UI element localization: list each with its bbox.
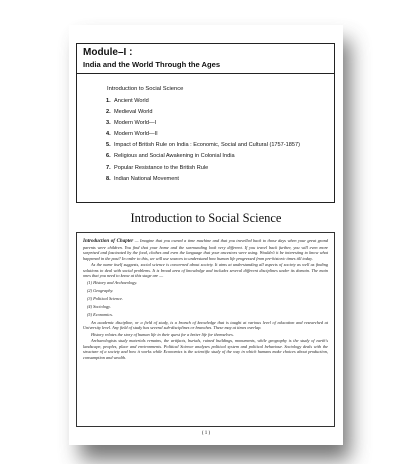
list-item [107, 129, 334, 140]
list-item: (3) Political Science. [87, 295, 124, 301]
list-item [107, 96, 334, 107]
list-item [107, 174, 334, 185]
item-number: 6. [106, 153, 111, 160]
book-page [69, 25, 343, 445]
intro-item: Introduction to Social Science [107, 86, 184, 92]
list-item: (1) History and Archaeology. [87, 279, 138, 285]
list-item [107, 163, 334, 174]
chapter-intro-box [76, 232, 335, 427]
module-chapter-list [77, 74, 334, 185]
discipline-list [83, 280, 328, 317]
item-number: 5. [106, 142, 111, 149]
item-number: 2. [106, 109, 111, 116]
list-item [107, 151, 334, 162]
list-item: (4) Sociology. [87, 303, 111, 309]
module-contents-box [76, 43, 335, 203]
item-number: 1. [106, 98, 111, 104]
item-label: Medieval World [114, 109, 153, 116]
item-label: Modern World—II [114, 131, 158, 138]
item-number: 4. [106, 131, 111, 138]
paragraph: An academic discipline, or a field of study, is a branch of knowledge that is taught at various level of education and researched at University level. Any field of study has several sub-disciplines or branches. These may at times overlap. [83, 319, 328, 331]
list-item: (2) Geography. [87, 287, 114, 293]
section-heading: Introduction to Social Science [130, 211, 282, 225]
item-label: Modern World—I [114, 120, 157, 127]
page-number: ( 1 ) [201, 431, 211, 436]
item-label: Popular Resistance to the British Rule [114, 164, 209, 171]
list-item [107, 118, 334, 129]
list-item [107, 140, 334, 151]
item-number: 8. [106, 175, 111, 182]
paragraph: Archaeologists study materials remains, the artifacts, burials, ruined buildings, monuments, while geography is the study of earth's landscape, peoples, place and environments. Political Science analyses political system and political behaviour. Sociology deals with the structure of a society and how it works while Economics is the scientific study of the way in which humans make choices about production, consumption and wealth. [83, 338, 328, 360]
item-label: Ancient World [114, 98, 149, 104]
intro-paragraph [83, 238, 328, 261]
paragraph-text: — Imagine that you owned a time machine and that you travelled back to those days when your great grand parents were children. You find that your home and the surrounding look very different. If you travel back further, you will even more surprised and fascinated by the food, clothes and even the language that your ancestors were using. Wouldn't it be interesting to know what happened in the past? In order to this, we will use sources to understand how human life progressed from pre-historic times till today. [83, 238, 328, 261]
list-item [107, 107, 334, 118]
module-title: India and the World Through the Ages [83, 60, 221, 69]
item-number: 3. [106, 120, 111, 127]
item-label: Indian National Movement [114, 175, 179, 182]
module-header [77, 44, 334, 74]
list-item: (5) Economics. [87, 311, 114, 317]
chapter-lead: Introduction of Chapter [83, 239, 134, 244]
module-label: Module–I : [83, 47, 133, 58]
item-number: 7. [106, 164, 111, 171]
item-label: Impact of British Rule on India : Economic, Social and Cultural (1757-1857) [114, 142, 300, 149]
paragraph: History relates the story of human life in their quest for a better life for themselves. [91, 331, 234, 337]
item-label: Religious and Social Awakening in Colonial India [114, 153, 235, 160]
paragraph: As the name itself suggests, social science is concerned about society. It aims at understanding all aspects of society as well as finding solutions to deal with social problems. It is broad area of knowledge and includes several different disciplines under its domain. The main ones that you need to know at this stage are — [83, 262, 328, 279]
